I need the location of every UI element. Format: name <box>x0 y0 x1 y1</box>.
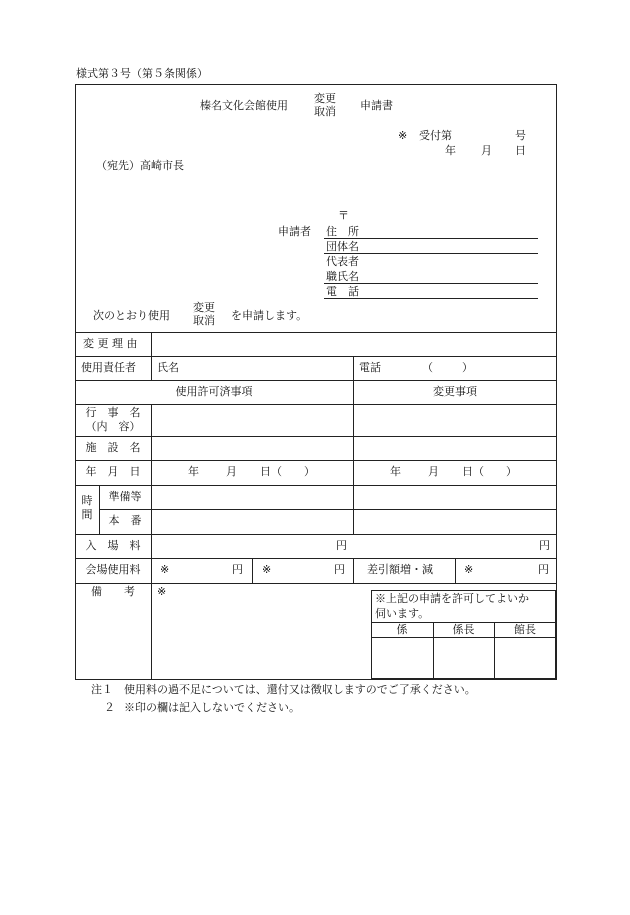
approved-items-header: 使用許可済事項 <box>175 385 253 398</box>
approved-date-day: 日（ ） <box>260 465 315 478</box>
applicant-address-label: 住 所 <box>326 225 359 238</box>
receipt-month: 月 <box>481 144 492 157</box>
changed-admission-yen: 円 <box>539 539 550 552</box>
responsible-name-label: 氏名 <box>157 361 179 374</box>
approval-text-line1: ※上記の申請を許可してよいか <box>375 592 529 605</box>
request-change-cancel-options <box>193 302 215 327</box>
grid-line <box>75 534 557 535</box>
preparation-label: 準備等 <box>108 490 142 503</box>
applicant-phone-label: 電 話 <box>326 285 359 298</box>
receipt-label: 受付第 <box>419 129 452 142</box>
approved-date-year: 年 <box>188 465 199 478</box>
hall-fee-label: 会場使用料 <box>85 563 141 576</box>
note1-label: 注１ <box>91 683 113 696</box>
grid-line <box>75 558 557 559</box>
request-option-cancel: 取消 <box>193 313 215 327</box>
receipt-year: 年 <box>445 144 456 157</box>
hall-fee-yen-2: 円 <box>334 563 345 576</box>
changed-date-day: 日（ ） <box>462 465 517 478</box>
responsible-phone-label: 電話 <box>359 361 381 374</box>
grid-line <box>75 332 557 333</box>
title-name-line <box>324 283 538 284</box>
group-line <box>324 253 538 254</box>
applicant-label: 申請者 <box>278 225 311 238</box>
grid-line <box>75 583 557 584</box>
note2-text: ※印の欄は記入しないでください。 <box>124 701 300 714</box>
receipt-day: 日 <box>515 144 526 157</box>
remarks-mark: ※ <box>157 585 167 598</box>
grid-line <box>75 356 557 357</box>
date-label: 年 月 日 <box>85 465 141 478</box>
grid-line <box>151 332 152 380</box>
grid-line <box>75 485 557 486</box>
hall-fee-yen-1: 円 <box>232 563 243 576</box>
difference-yen: 円 <box>538 563 549 576</box>
applicant-representative-label: 代表者 <box>326 255 359 268</box>
changed-items-header: 変更事項 <box>433 385 477 398</box>
grid-line <box>353 558 354 583</box>
grid-line <box>371 637 556 638</box>
grid-line <box>75 404 557 405</box>
grid-line <box>252 558 253 583</box>
approval-col-chief: 係長 <box>452 623 475 636</box>
title-option-change: 変更 <box>314 92 336 105</box>
changed-date-month: 月 <box>428 465 439 478</box>
time-label-bottom: 間 <box>81 508 93 521</box>
receipt-number-suffix: 号 <box>515 129 526 142</box>
hall-fee-mark-2: ※ <box>262 563 272 576</box>
remarks-label: 備 考 <box>91 585 135 598</box>
applicant-title-name-label: 職氏名 <box>326 270 359 283</box>
grid-line <box>455 558 456 583</box>
approval-text-line2: 伺います。 <box>375 607 430 620</box>
request-prefix: 次のとおり使用 <box>93 309 170 322</box>
grid-line <box>353 356 354 380</box>
phone-line <box>324 298 538 299</box>
postal-mark: 〒 <box>338 209 349 222</box>
responsible-person-label: 使用責任者 <box>81 361 136 374</box>
grid-line <box>75 436 557 437</box>
addressee: （宛先）高崎市長 <box>96 159 184 172</box>
grid-line <box>75 380 557 381</box>
time-label-top: 時 <box>81 494 93 507</box>
main-event-label: 本 番 <box>108 514 142 527</box>
difference-label: 差引額増・減 <box>367 563 433 576</box>
grid-line <box>99 509 557 510</box>
event-name-label-line2: （内 容） <box>85 420 141 433</box>
approved-date-month: 月 <box>226 465 237 478</box>
grid-line <box>151 404 152 680</box>
grid-line <box>353 404 354 534</box>
title-change-cancel-options <box>314 93 336 118</box>
address-line <box>324 238 538 239</box>
admission-fee-label: 入 場 料 <box>85 539 141 552</box>
request-suffix: を申請します。 <box>231 309 308 322</box>
event-name-label-line1: 行 事 名 <box>85 406 141 419</box>
note1-text: 使用料の過不足については、還付又は徴収しますのでご了承ください。 <box>124 683 476 696</box>
title-suffix: 申請書 <box>360 99 393 112</box>
change-reason-label: 変 更 理 由 <box>83 337 138 350</box>
phone-paren-open: （ <box>422 361 433 374</box>
note2-label: ２ <box>104 701 115 714</box>
request-option-change: 変更 <box>193 301 215 314</box>
hall-fee-mark-1: ※ <box>160 563 170 576</box>
approval-col-director: 館長 <box>514 623 536 636</box>
applicant-group-label: 団体名 <box>326 240 359 253</box>
form-number: 様式第３号（第５条関係） <box>76 67 208 80</box>
title-option-cancel: 取消 <box>314 104 336 118</box>
approval-col-staff: 係 <box>396 623 408 636</box>
title-facility-use: 榛名文化会館使用 <box>200 99 288 112</box>
grid-line <box>75 460 557 461</box>
difference-mark: ※ <box>464 563 474 576</box>
facility-name-label: 施 設 名 <box>85 441 141 454</box>
approved-admission-yen: 円 <box>336 539 347 552</box>
changed-date-year: 年 <box>390 465 401 478</box>
receipt-mark: ※ <box>398 129 408 142</box>
phone-paren-close: ） <box>462 361 473 374</box>
